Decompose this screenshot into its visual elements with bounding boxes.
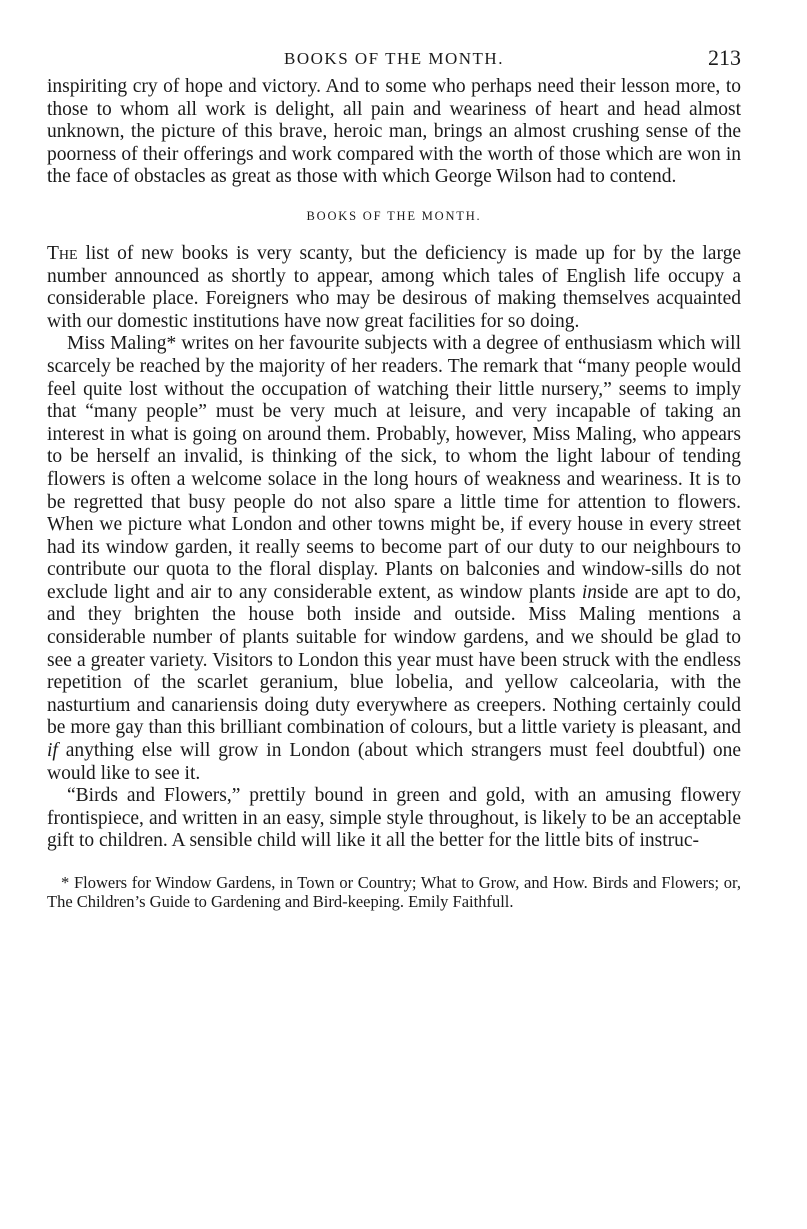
- paragraph-birds-and-flowers: “Birds and Flowers,” prettily bound in green and gold, with an amusing flowery frontispiece, and written in an easy, simple style throughout, is likely to be an acceptable gift to children. A sensible child will like it all the better for the little bits of instruc-: [47, 785, 741, 852]
- page-number: 213: [708, 45, 741, 70]
- continuation-paragraph: inspiriting cry of hope and victory. And to some who perhaps need their lesson more, to those to whom all work is delight, all pain and weariness of heart and head almost unknown, the picture of this brave, heroic man, brings an almost crushing sense of the poorness of their offerings and work compared with the worth of those which are won in the face of obstacles as great as those with which George Wilson had to contend.: [47, 76, 741, 188]
- paragraph-maling-part-b: side are apt to do, and they brighten the house both inside and outside. Miss Maling mentions a considerable number of plants suitable for window gardens, and we should be glad to see a greater variety. Visitors to London this year must have been struck with the endless repetition of the scarlet geranium, blue lobelia, and yellow calceolaria, with the nasturtium and canariensis doing duty everywhere as creepers. Nothing certainly could be more gay than this brilliant combination of colours, but a little variety is pleasant, and: [47, 581, 741, 739]
- paragraph-maling: [47, 333, 741, 785]
- running-head: [47, 42, 741, 76]
- running-title: BOOKS OF THE MONTH.: [284, 49, 504, 68]
- paragraph-intro: [47, 243, 741, 333]
- emphasis-if: if: [47, 740, 58, 762]
- paragraph-maling-part-a: Miss Maling* writes on her favourite subjects with a degree of enthusiasm which will scarcely be reached by the majority of her readers. The remark that “many people would feel quite lost without the occupation of watching their little nursery,” seems to imply that “many people” must be very much at leisure, and very incapable of taking an interest in what is going on around them. Probably, however, Miss Maling, who appears to be herself an invalid, is thinking of the sick, to whom the light labour of tending flowers is often a welcome solace in the long hours of weakness and weariness. It is to be regretted that busy people do not also spare a little time for attention to flowers. When we picture what London and other towns might be, if every house in every street had its window garden, it really seems to become part of our duty to our neighbours to contribute our quota to the floral display. Plants on balconies and window-sills do not exclude light and air to any considerable extent, as window plants: [47, 333, 741, 603]
- footnote: * Flowers for Window Gardens, in Town or Country; What to Grow, and How. Birds and Flowers; or, The Children’s Guide to Gardening and Bird-keeping. Emily Faithfull.: [47, 873, 741, 911]
- paragraph-intro-text: list of new books is very scanty, but the deficiency is made up for by the large number announced as shortly to appear, among which tales of English life occupy a considerable place. Foreigners who may be desirous of making themselves acquainted with our domestic institutions have now great facilities for so doing.: [47, 242, 741, 332]
- body-text: [47, 76, 741, 853]
- paragraph-maling-part-c: anything else will grow in London (about which strangers must feel doubtful) one would like to see it.: [47, 740, 741, 784]
- paragraph-lead-word: The: [47, 242, 78, 264]
- emphasis-in: in: [581, 581, 598, 603]
- section-heading: BOOKS OF THE MONTH.: [306, 208, 482, 223]
- page: [47, 42, 741, 911]
